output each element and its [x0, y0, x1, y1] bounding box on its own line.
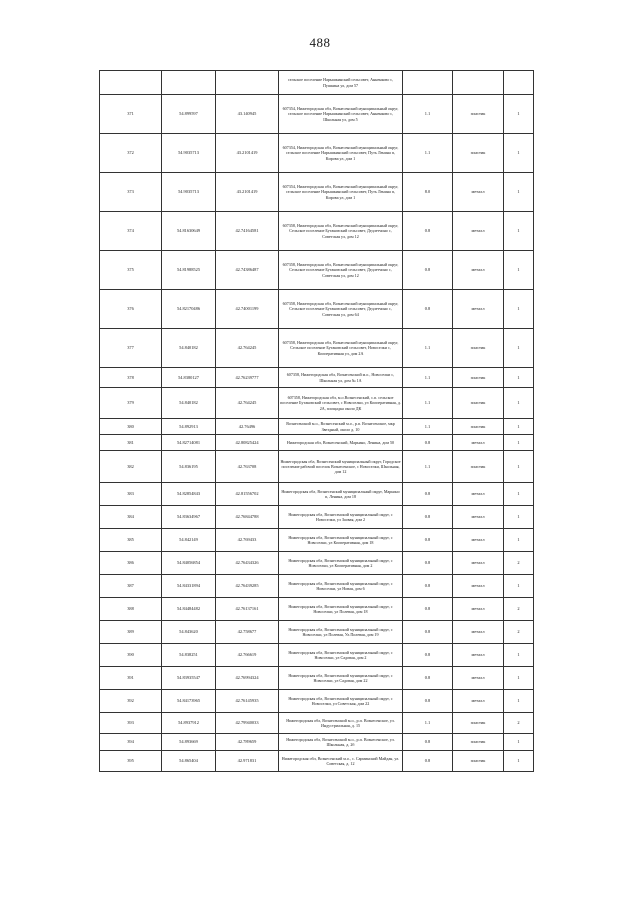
material-cell: металл	[453, 435, 504, 451]
count-cell: 1	[504, 690, 534, 713]
count-cell: 1	[504, 529, 534, 552]
row-number: 374	[100, 212, 162, 251]
latitude-cell: 54.842149	[162, 529, 216, 552]
material-cell: металл	[453, 483, 504, 506]
count-cell: 1	[504, 388, 534, 419]
count-cell: 1	[504, 95, 534, 134]
area-cell: 0.8	[403, 690, 453, 713]
area-cell: 1.1	[403, 134, 453, 173]
longitude-cell: 42.76994324	[216, 667, 279, 690]
row-number: 371	[100, 95, 162, 134]
address-cell: Нижегородская обл, Вознесенский м.о., р.п. Вознесенское, ул. Школьная, д. 2б	[279, 734, 403, 751]
table-row	[100, 575, 534, 598]
longitude-cell: 43.2101419	[216, 173, 279, 212]
row-number: 393	[100, 713, 162, 734]
address-cell: 607354, Нижегородская обл, Вознесенский муниципальный округ, сельское поселение Нарышкинский сельсовет, Анненково с, Школьная ул, дом 5	[279, 95, 403, 134]
longitude-cell: 42.76439285	[216, 575, 279, 598]
count-cell: 1	[504, 575, 534, 598]
page-number: 488	[309, 35, 331, 50]
count-cell: 1	[504, 667, 534, 690]
row-number: 381	[100, 435, 162, 451]
count-cell: 1	[504, 173, 534, 212]
longitude-cell	[216, 71, 279, 95]
longitude-cell: 42.74001199	[216, 290, 279, 329]
count-cell: 1	[504, 134, 534, 173]
latitude-cell: 54.840182	[162, 329, 216, 368]
address-cell: Нижегородская обл, Вознесенский, Марьино, Ленина, дом 50	[279, 435, 403, 451]
area-cell: 0.8	[403, 212, 453, 251]
latitude-cell	[162, 71, 216, 95]
area-cell: 0.8	[403, 667, 453, 690]
table-row	[100, 329, 534, 368]
material-cell: металл	[453, 506, 504, 529]
address-cell: Нижегородская обл, Вознесенский муниципальный округ, с Новоселки, ул Садовая, дом 22	[279, 667, 403, 690]
area-cell: 0.8	[403, 552, 453, 575]
material-cell: металл	[453, 621, 504, 644]
material-cell: металл	[453, 667, 504, 690]
latitude-cell: 54.899597	[162, 95, 216, 134]
row-number: 376	[100, 290, 162, 329]
longitude-cell: 42.74164581	[216, 212, 279, 251]
table-row	[100, 290, 534, 329]
longitude-cell: 42.766619	[216, 644, 279, 667]
latitude-cell: 54.893669	[162, 734, 216, 751]
row-number: 388	[100, 598, 162, 621]
material-cell: металл	[453, 575, 504, 598]
row-number: 373	[100, 173, 162, 212]
row-number: 391	[100, 667, 162, 690]
row-number: 386	[100, 552, 162, 575]
address-cell: сельское поселение Нарышкинский сельсовет, Анненково с, Пушкина ул, дом 57	[279, 71, 403, 95]
area-cell	[403, 71, 453, 95]
count-cell: 1	[504, 419, 534, 435]
material-cell: металл	[453, 290, 504, 329]
table-row	[100, 734, 534, 751]
area-cell: 0.8	[403, 506, 453, 529]
table-row	[100, 134, 534, 173]
address-cell: Нижегородская обл, Вознесенский муниципальный округ, с Новоселки, ул Полевая, Ул.Полевая, дом 19	[279, 621, 403, 644]
material-cell: пластик	[453, 734, 504, 751]
material-cell: пластик	[453, 419, 504, 435]
area-cell: 1.1	[403, 419, 453, 435]
row-number: 387	[100, 575, 162, 598]
address-cell: 607358, Нижегородская обл, Вознесенский муниципальный округ, Сельское поселение Бутаковский сельсовет, Дедлетчино с, Советская ул, дом 64	[279, 290, 403, 329]
row-number: 383	[100, 483, 162, 506]
longitude-cell: 42.76844788	[216, 506, 279, 529]
latitude-cell: 54.9035713	[162, 134, 216, 173]
longitude-cell: 42.76434326	[216, 552, 279, 575]
table-row	[100, 212, 534, 251]
address-cell: 607354, Нижегородская обл, Вознесенский муниципальный округ, сельское поселение Нарышкинский сельсовет, Путь Ленина п, Кирова ул, дом 1	[279, 173, 403, 212]
table-row	[100, 644, 534, 667]
row-number: 380	[100, 419, 162, 435]
material-cell: металл	[453, 644, 504, 667]
latitude-cell: 54.84056854	[162, 552, 216, 575]
count-cell: 2	[504, 713, 534, 734]
latitude-cell: 54.9035713	[162, 173, 216, 212]
material-cell: пластик	[453, 134, 504, 173]
latitude-cell: 54.81630649	[162, 212, 216, 251]
area-cell: 8.0	[403, 173, 453, 212]
address-cell: Нижегородская обл, Вознесенский муниципальный округ, с Новоселки, ул Садовая, дом 2	[279, 644, 403, 667]
row-number: 379	[100, 388, 162, 419]
row-number: 377	[100, 329, 162, 368]
address-cell: Нижегородская обл, Вознесенский муниципальный округ, с Новоселки, ул Советская, дом 22	[279, 690, 403, 713]
area-cell: 0.8	[403, 751, 453, 772]
area-cell: 0.8	[403, 734, 453, 751]
longitude-cell: 42.763708	[216, 451, 279, 483]
area-cell: 1.1	[403, 388, 453, 419]
latitude-cell: 54.84173965	[162, 690, 216, 713]
latitude-cell: 54.83935547	[162, 667, 216, 690]
row-number: 382	[100, 451, 162, 483]
count-cell: 2	[504, 552, 534, 575]
material-cell: пластик	[453, 95, 504, 134]
latitude-cell: 54.83634967	[162, 506, 216, 529]
area-cell: 1.1	[403, 95, 453, 134]
address-cell: 607358, Нижегородская обл, Вознесенский муниципальный округ, Сельское поселение Бутаковский сельсовет, Дедлетчино с, Советская ул, дом 12	[279, 251, 403, 290]
latitude-cell: 54.843620	[162, 621, 216, 644]
latitude-cell: 54.84331894	[162, 575, 216, 598]
row-number: 385	[100, 529, 162, 552]
table-row	[100, 621, 534, 644]
latitude-cell: 54.836195	[162, 451, 216, 483]
container-sites-table	[99, 70, 534, 772]
longitude-cell: 43.2101419	[216, 134, 279, 173]
longitude-cell: 42.789659	[216, 734, 279, 751]
latitude-cell: 54.892913	[162, 419, 216, 435]
material-cell: пластик	[453, 751, 504, 772]
address-cell: Нижегородская обл, Вознесенский муниципальный округ, с Новоселки, ул Полевая, дом 18	[279, 598, 403, 621]
table-row	[100, 751, 534, 772]
area-cell: 0.8	[403, 435, 453, 451]
latitude-cell: 54.82170486	[162, 290, 216, 329]
address-cell: 607358, Нижегородская обл, Вознесенский муниципальный округ, Сельское поселение Бутаковский сельсовет, Дедлетчино с, Советская ул, дом 12	[279, 212, 403, 251]
table-body	[100, 71, 534, 772]
area-cell: 1.1	[403, 368, 453, 388]
table-row	[100, 419, 534, 435]
count-cell	[504, 71, 534, 95]
material-cell: пластик	[453, 713, 504, 734]
latitude-cell: 54.81988525	[162, 251, 216, 290]
material-cell: пластик	[453, 451, 504, 483]
material-cell: металл	[453, 529, 504, 552]
material-cell: металл	[453, 251, 504, 290]
row-number: 390	[100, 644, 162, 667]
table-row	[100, 713, 534, 734]
table-row	[100, 552, 534, 575]
count-cell: 1	[504, 644, 534, 667]
material-cell: пластик	[453, 368, 504, 388]
material-cell: металл	[453, 212, 504, 251]
area-cell: 0.8	[403, 644, 453, 667]
longitude-cell: 42.971831	[216, 751, 279, 772]
table-row	[100, 529, 534, 552]
table-row	[100, 71, 534, 95]
row-number: 395	[100, 751, 162, 772]
count-cell: 2	[504, 621, 534, 644]
table-row	[100, 451, 534, 483]
latitude-cell: 54.8937912	[162, 713, 216, 734]
count-cell: 1	[504, 290, 534, 329]
table-row	[100, 95, 534, 134]
longitude-cell: 42.76496	[216, 419, 279, 435]
count-cell: 1	[504, 329, 534, 368]
material-cell: металл	[453, 552, 504, 575]
table-row	[100, 506, 534, 529]
table-row	[100, 173, 534, 212]
area-cell: 0.8	[403, 251, 453, 290]
material-cell: металл	[453, 598, 504, 621]
area-cell: 0.8	[403, 575, 453, 598]
latitude-cell: 54.8380127	[162, 368, 216, 388]
area-cell: 0.8	[403, 529, 453, 552]
row-number: 372	[100, 134, 162, 173]
area-cell: 1.1	[403, 451, 453, 483]
address-cell: Нижегородская обл, Вознесенский муниципальный округ, Марьино п, Ленина, дом 18	[279, 483, 403, 506]
longitude-cell: 42.758677	[216, 621, 279, 644]
table-row	[100, 667, 534, 690]
address-cell: Вознесенский м.о., Вознесенский м.о., р.п. Вознесенское, мкр Звездный, около д. 10	[279, 419, 403, 435]
row-number: 394	[100, 734, 162, 751]
longitude-cell: 42.76239777	[216, 368, 279, 388]
table-row	[100, 598, 534, 621]
longitude-cell: 42.80825424	[216, 435, 279, 451]
longitude-cell: 43.140945	[216, 95, 279, 134]
material-cell	[453, 71, 504, 95]
longitude-cell: 42.79940033	[216, 713, 279, 734]
count-cell: 1	[504, 368, 534, 388]
address-cell: 607354, Нижегородская обл, Вознесенский муниципальный округ, сельское поселение Нарышкинский сельсовет, Путь Ленина п, Кирова ул, дом 1	[279, 134, 403, 173]
latitude-cell: 54.82854843	[162, 483, 216, 506]
table-row	[100, 388, 534, 419]
table-row	[100, 251, 534, 290]
row-number: 378	[100, 368, 162, 388]
material-cell: пластик	[453, 329, 504, 368]
address-cell: 607358, Нижегородская обл, м.о.Вознесенский, с.п. сельское поселение Бутаковский сельсовет, с Новоселки, ул Кооперативная, д. 2А, площадка около ДК	[279, 388, 403, 419]
latitude-cell: 54.840182	[162, 388, 216, 419]
count-cell: 1	[504, 451, 534, 483]
material-cell: металл	[453, 690, 504, 713]
address-cell: Нижегородская обл, Вознесенский м.о., р.п. Вознесенское, ул. Индустриальная, д. 15	[279, 713, 403, 734]
count-cell: 1	[504, 435, 534, 451]
table-row	[100, 435, 534, 451]
address-cell: 607358, Нижегородская обл, Вознесенский м.о., Новоселки с, Школьная ул, дом № 1А	[279, 368, 403, 388]
address-cell: Нижегородская обл, Вознесенский муниципальный округ, с Новоселки, ул Кооперативная, дом 2	[279, 552, 403, 575]
table-row	[100, 368, 534, 388]
count-cell: 1	[504, 251, 534, 290]
longitude-cell: 42.81556702	[216, 483, 279, 506]
latitude-cell: 54.838251	[162, 644, 216, 667]
count-cell: 2	[504, 598, 534, 621]
material-cell: пластик	[453, 388, 504, 419]
longitude-cell: 42.74386487	[216, 251, 279, 290]
area-cell: 1.1	[403, 713, 453, 734]
count-cell: 1	[504, 506, 534, 529]
address-cell: Нижегородская обл, Вознесенский муниципальный округ, Городское поселение рабочий поселок Вознесенское, с Новоселки, Школьная, дом 12	[279, 451, 403, 483]
area-cell: 0.8	[403, 483, 453, 506]
count-cell: 1	[504, 734, 534, 751]
area-cell: 0.8	[403, 290, 453, 329]
address-cell: Нижегородская обл, Вознесенский муниципальный округ, с Новоселки, ул Заовая, дом 2	[279, 506, 403, 529]
longitude-cell: 42.76145935	[216, 690, 279, 713]
count-cell: 1	[504, 483, 534, 506]
material-cell: металл	[453, 173, 504, 212]
longitude-cell: 42.764245	[216, 388, 279, 419]
row-number: 389	[100, 621, 162, 644]
row-number	[100, 71, 162, 95]
count-cell: 1	[504, 212, 534, 251]
area-cell: 0.8	[403, 598, 453, 621]
longitude-cell: 42.764245	[216, 329, 279, 368]
longitude-cell: 42.769433	[216, 529, 279, 552]
address-cell: Нижегородская обл, Вознесенский м.о., с. Сарминский Майдан, ул. Советская, д. 12	[279, 751, 403, 772]
table-row	[100, 690, 534, 713]
latitude-cell: 54.84484482	[162, 598, 216, 621]
latitude-cell: 54.865404	[162, 751, 216, 772]
row-number: 375	[100, 251, 162, 290]
table-row	[100, 483, 534, 506]
area-cell: 1.1	[403, 329, 453, 368]
row-number: 392	[100, 690, 162, 713]
longitude-cell: 42.76137161	[216, 598, 279, 621]
count-cell: 1	[504, 751, 534, 772]
address-cell: 607358, Нижегородская обл, Вознесенский муниципальный округ, Сельское поселение Бутаковский сельсовет, Новоселки с, Кооперативная ул, дом 2А	[279, 329, 403, 368]
area-cell: 0.8	[403, 621, 453, 644]
row-number: 384	[100, 506, 162, 529]
latitude-cell: 54.82714081	[162, 435, 216, 451]
address-cell: Нижегородская обл, Вознесенский муниципальный округ, с Новоселки, ул Новая, дом 6	[279, 575, 403, 598]
address-cell: Нижегородская обл, Вознесенский муниципальный округ, с Новоселки, ул Кооперативная, дом 18	[279, 529, 403, 552]
